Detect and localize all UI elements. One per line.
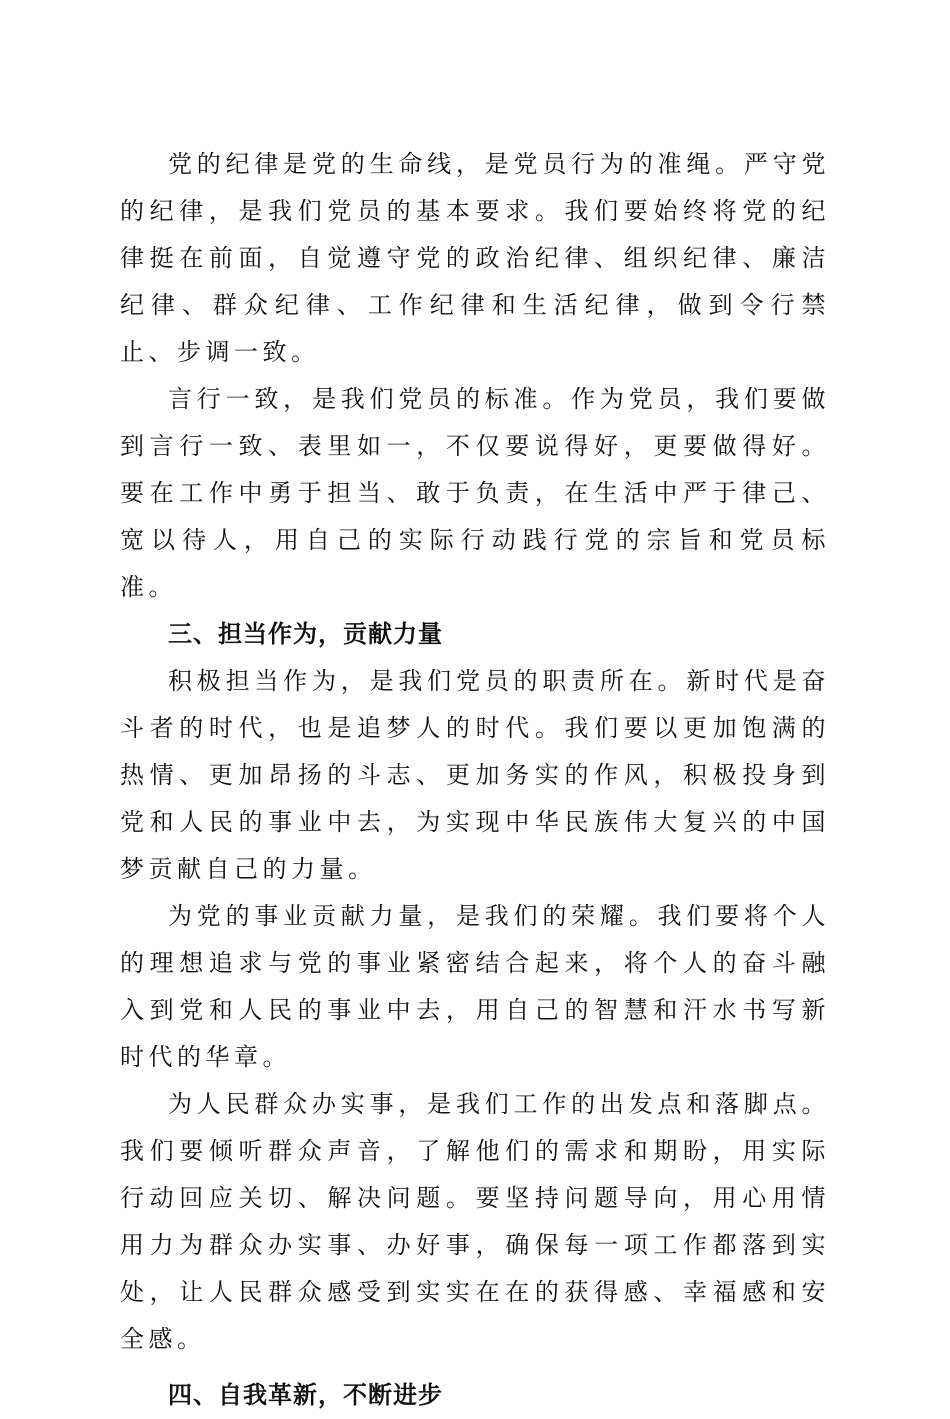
paragraph-contribute-strength: 为党的事业贡献力量，是我们的荣耀。我们要将个人的理想追求与党的事业紧密结合起来，将个人的奋斗融入到党和人民的事业中去，用自己的智慧和汗水书写新时代的华章。	[120, 902, 830, 1071]
paragraph-take-responsibility: 积极担当作为，是我们党员的职责所在。新时代是奋斗者的时代，也是追梦人的时代。我们要以更加饱满的热情、更加昂扬的斗志、更加务实的作风，积极投身到党和人民的事业中去，为实现中华民族伟大复兴的中国梦贡献自己的力量。	[120, 667, 830, 883]
document-body	[120, 141, 830, 1419]
paragraph-party-discipline: 党的纪律是党的生命线，是党员行为的准绳。严守党的纪律，是我们党员的基本要求。我们要始终将党的纪律挺在前面，自觉遵守党的政治纪律、组织纪律、廉洁纪律、群众纪律、工作纪律和生活纪律，做到令行禁止、步调一致。	[120, 150, 830, 366]
paragraph-serve-people: 为人民群众办实事，是我们工作的出发点和落脚点。我们要倾听群众声音，了解他们的需求和期盼，用实际行动回应关切、解决问题。要坚持问题导向，用心用情用力为群众办实事、办好事，确保每一项工作都落到实处，让人民群众感受到实实在在的获得感、幸福感和安全感。	[120, 1090, 830, 1353]
paragraph-words-deeds: 言行一致，是我们党员的标准。作为党员，我们要做到言行一致、表里如一，不仅要说得好，更要做得好。要在工作中勇于担当、敢于负责，在生活中严于律己、宽以待人，用自己的实际行动践行党的宗旨和党员标准。	[120, 385, 830, 601]
section-heading-4: 四、自我革新，不断进步	[168, 1381, 443, 1409]
section-heading-3: 三、担当作为，贡献力量	[168, 620, 443, 648]
